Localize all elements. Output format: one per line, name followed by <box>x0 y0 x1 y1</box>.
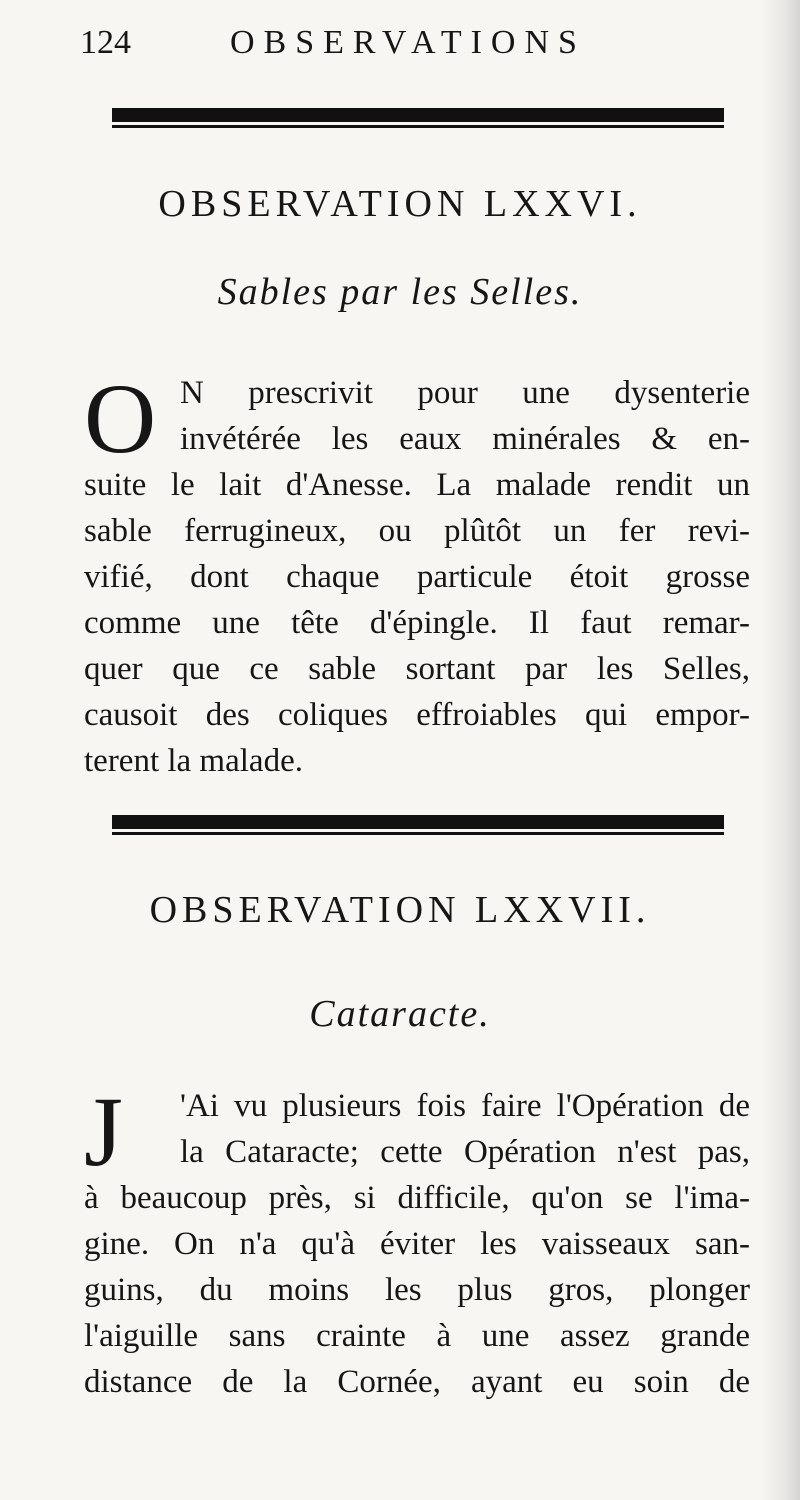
text-line: quer que ce sable sortant par les Selles, <box>84 651 750 687</box>
text-line: vifié, dont chaque particule étoit grosse <box>84 559 750 595</box>
section-divider-rule <box>112 815 724 835</box>
drop-cap: J <box>84 1076 123 1187</box>
observation-77-text <box>84 1076 750 1405</box>
observation-77-title: OBSERVATION LXXVII. <box>149 889 651 931</box>
drop-cap: O <box>84 363 157 474</box>
running-title: OBSERVATIONS <box>230 24 586 61</box>
text-line: l'aiguille sans crainte à une assez grande <box>84 1318 750 1354</box>
text-line: invétérée les eaux minérales & en- <box>180 421 750 457</box>
page-number: 124 <box>80 24 131 61</box>
text-line: suite le lait d'Anesse. La malade rendit un <box>84 467 750 503</box>
text-line: comme une tête d'épingle. Il faut remar- <box>84 605 750 641</box>
text-line: 'Ai vu plusieurs fois faire l'Opération de <box>180 1088 750 1124</box>
observation-76-title: OBSERVATION LXXVI. <box>158 183 642 225</box>
text-line: distance de la Cornée, ayant eu soin de <box>84 1364 750 1400</box>
observation-76-text <box>84 363 750 784</box>
top-rule <box>112 108 724 128</box>
running-head <box>80 18 640 68</box>
text-line: à beaucoup près, si difficile, qu'on se l'ima- <box>84 1180 750 1216</box>
text-line: terent la malade. <box>84 743 303 779</box>
text-line: sable ferrugineux, ou plûtôt un fer revi- <box>84 513 750 549</box>
text-line: la Cataracte; cette Opération n'est pas, <box>180 1134 750 1170</box>
observation-76-subtitle: Sables par les Selles. <box>217 271 583 313</box>
text-line: N prescrivit pour une dysenterie <box>180 375 750 411</box>
text-line: causoit des coliques effroiables qui empor- <box>84 697 750 733</box>
text-line: gine. On n'a qu'à éviter les vaisseaux san- <box>84 1226 750 1262</box>
text-line: guins, du moins les plus gros, plonger <box>84 1272 750 1308</box>
observation-77-subtitle: Cataracte. <box>309 993 491 1035</box>
